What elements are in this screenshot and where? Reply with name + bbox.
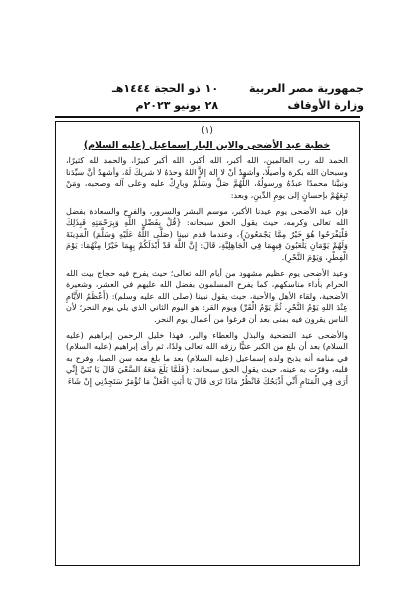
sermon-title: خطبة عيد الأضحى والابن البار إسماعيل (عليه السلام) (83, 139, 331, 151)
org-name: جمهورية مصر العربية (249, 82, 364, 95)
paragraph: وعيد الأضحى يوم عظيم مشهود من أيام الله تعالى؛ حيث يفرح فيه حجاج بيت الله الحرام بأداء مناسكهم، كما يفرح المسلمون بفضل الله عليهم في العشر، وشعيرة الأضحية، ولقاء الأهل والأحبة، حيث يقول نبينا (صلى الله عليه وسلم): (أَعْظَمُ الأَيَّامِ عِنْدَ اللهِ يَوْمُ النَّحْرِ، ثُمَّ يَوْمُ الْقَرِّ) ويوم القر: هو اليوم الثاني الذي يلي يوم النحر؛ لأن الناس يقرون فيه بمنى بعد أن فرغوا من أعمال يوم النحر. (66, 267, 348, 324)
gregorian-date: ٢٨ يونيو ٢٠٢٣م (135, 99, 219, 112)
header-divider-thick (55, 116, 360, 118)
paragraph: والأضحى عيد التضحية والبذل والعطاء والبر، فهذا خليل الرحمن إبراهيم (عليه السلام) بعد أن بلغ من الكبر عتيًّا رزقه الله تعالى ولدًا، ثم رأى إبراهيم (عليه السلام) في منامه أنه يذبح ولده إسماعيل (عليه السلام) بعد ما بلغ معه سن الصبا، وفرح به قلبه، وقرّت به عينه، حيث يقول الحق سبحانه: {فَلَمَّا بَلَغَ مَعَهُ السَّعْيَ قَالَ يَا بُنَيَّ إِنِّي أَرَى فِي الْمَنَامِ أَنِّي أَذْبَحُكَ فَانْظُرْ مَاذَا تَرَى قَالَ يَا أَبَتِ افْعَلْ مَا تُؤْمَرُ سَتَجِدُنِي إِنْ شَاءَ (66, 329, 348, 386)
date-header (112, 80, 218, 114)
ministry-name: وزارة الأوقاف (287, 99, 364, 112)
paragraph: فإن عيد الأضحى يوم عيدنا الأكبر، موسم البشر والسرور، والفرح والسعادة بفضل الله تعالى وكرمه، حيث يقول الحق سبحانه: {قُلْ بِفَضْلِ اللَّهِ وَبِرَحْمَتِهِ فَبِذَلِكَ فَلْيَفْرَحُوا هُوَ خَيْرٌ مِمَّا يَجْمَعُونَ}، وعندما قدم نبينا (صَلَّى اللَّهُ عَلَيْهِ وَسَلَّمَ) الْمَدِينَةَ وَلَهُمْ يَوْمَانِ يَلْعَبُونَ فِيهِمَا فِي الْجَاهِلِيَّةِ، قَالَ: إِنَّ اللَّهَ قَدْ أَبْدَلَكُمْ بِهِمَا خَيْرًا مِنْهُمَا: يَوْمَ الْفِطْرِ، وَيَوْمَ النَّحْرِ). (66, 205, 348, 262)
sermon-number: (١) (201, 126, 213, 136)
sermon-body (66, 126, 348, 558)
hijri-date: ١٠ ذو الحجة ١٤٤٤هـ (112, 82, 219, 95)
ministry-header (249, 80, 364, 114)
paragraph: الحمد لله رب العالمين، الله أكبر، الله أكبر، الله أكبر كبيرًا، والحمد لله كثيرًا، وسبحان الله بكرة وأصيلًا، وأشهدُ أنْ لا إلهَ إلاَّ اللهُ وحدَهُ لا شريكَ لَهُ، وأشهدُ أنَّ سيِّدَنا ونبيَّنا محمدًا عبدُهُ ورسولُهُ، اللَّهُمَّ صَلِّ وسَلِّمْ وبارِكْ عليه وعلى آله وصحبه، ومَنْ تَبِعَهُمْ بإحسانٍ إلى يومِ الدِّينِ، وبعد: (66, 155, 348, 200)
